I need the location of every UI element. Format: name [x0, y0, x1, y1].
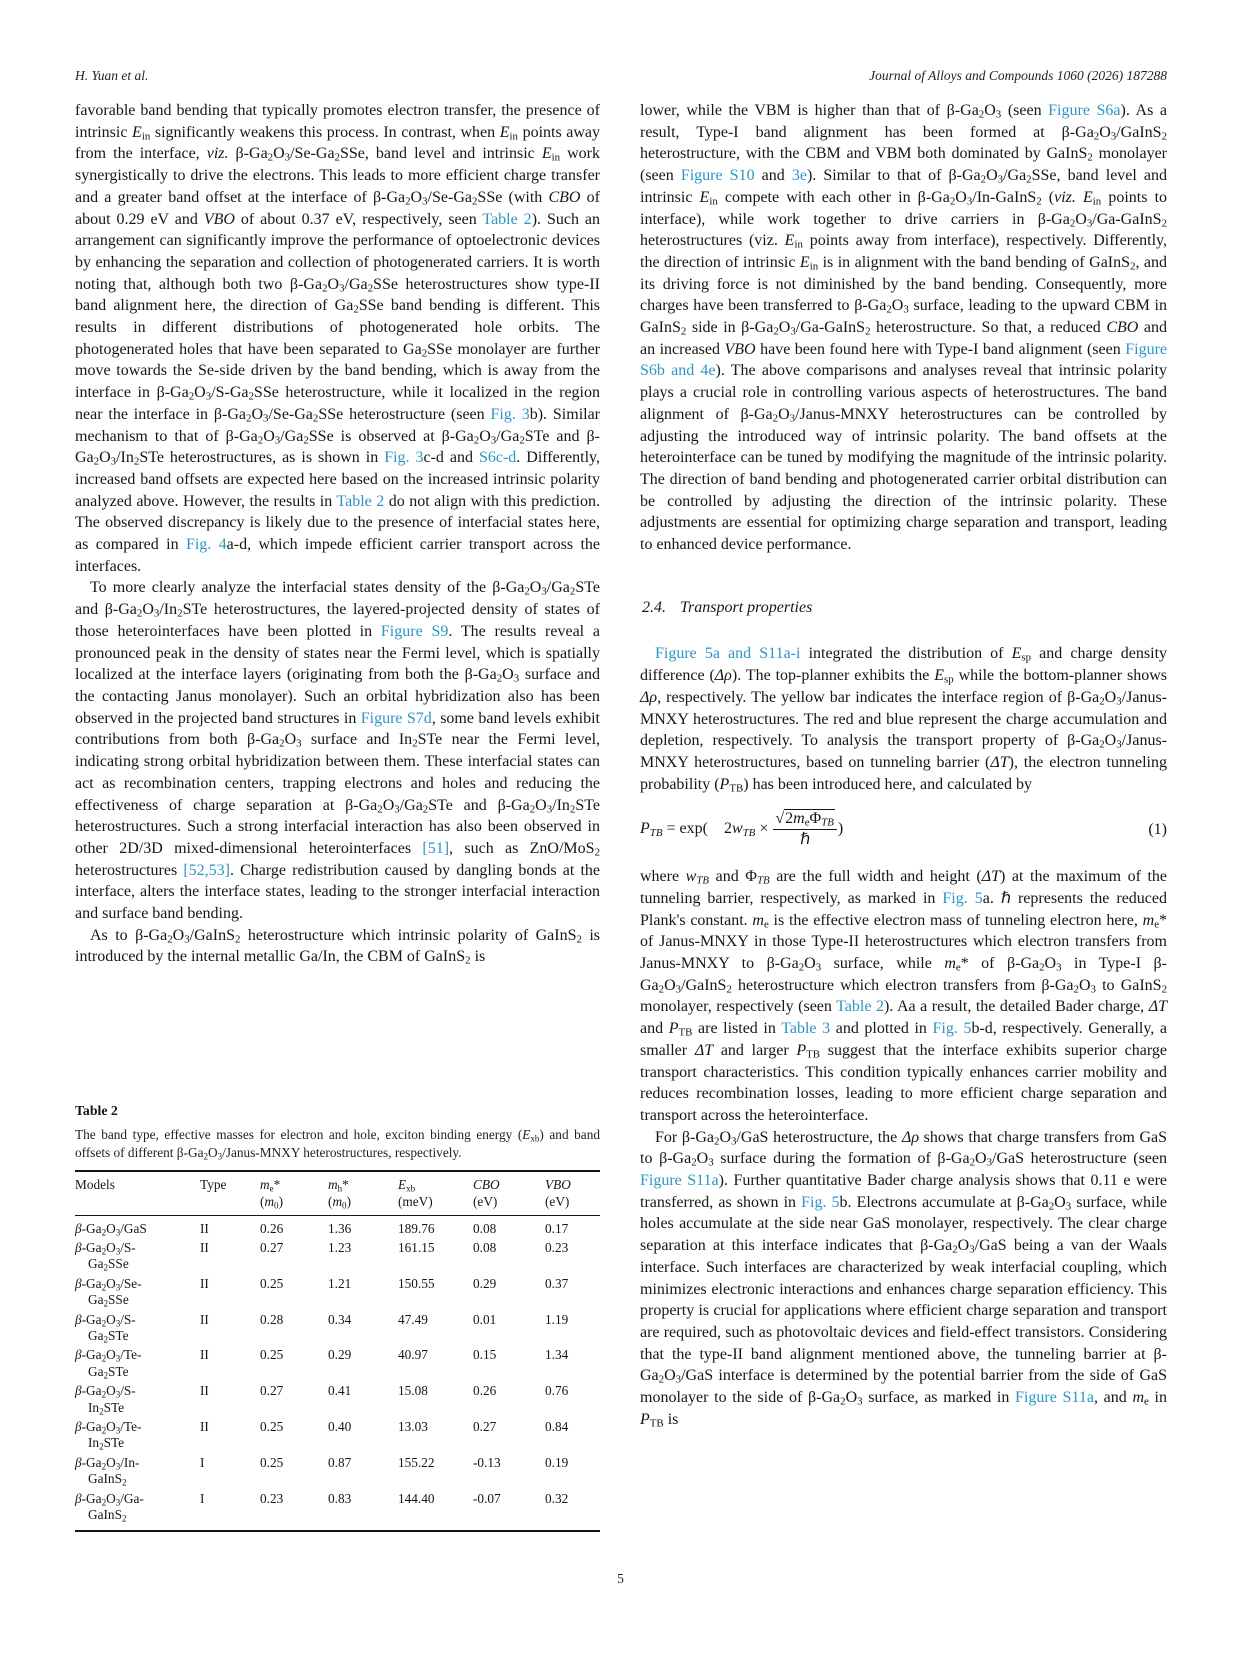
cell-cbo: 0.01: [473, 1311, 497, 1327]
cell-cbo: -0.13: [473, 1454, 501, 1470]
cell-vbo: 0.84: [545, 1419, 569, 1435]
paragraph: Figure 5a and S11a-i integrated the distribution of $E_{sp}$ and charge density difference (Δρ). The top-planner exhibits the $E_{sp}$ while the bottom-planner shows Δρ, respectively. The yellow bar indicates the interface region of $\beta-Ga_2O_3/Janus$-MNXY heterostructures. The red and blue represent the charge accumulation and depletion, respectively. To analysis the transport property of $\beta-Ga_2O_3/Janus$-MNXY heterostructures, based on tunneling barrier (ΔT), the electron tunneling probability $(P_{TB})$ has been introduced here, and calculated by: [640, 645, 1168, 795]
cell-vbo: 1.34: [545, 1347, 569, 1363]
cell-me: 0.25: [260, 1347, 284, 1363]
column-header-cbo: CBO (eV): [473, 1171, 545, 1215]
table-label: Table 2: [75, 1103, 118, 1118]
cell-model: $\beta-Ga_2O_3/Te-$ $Ga_2STe$: [75, 1347, 142, 1381]
table-row: [75, 1239, 600, 1275]
cell-model: $\beta-Ga_2O_3/Se-$ $Ga_2SSe$: [75, 1275, 142, 1309]
cell-exb: 155.22: [398, 1454, 435, 1470]
cell-model: $\beta-Ga_2O_3/S-$ $In_2STe$: [75, 1383, 136, 1416]
citation-link[interactable]: Fig. 5: [801, 1193, 840, 1211]
cell-vbo: 0.32: [545, 1490, 569, 1506]
cell-vbo: 0.76: [545, 1383, 569, 1399]
section-title: Transport properties: [680, 598, 813, 616]
citation-link[interactable]: Table 2: [836, 998, 884, 1016]
table-header-row: [75, 1171, 600, 1215]
cell-exb: 161.15: [398, 1240, 435, 1255]
paragraph: lower, while the VBM is higher than that of $\beta-Ga_2O_3$ (seen Figure S6a). As a result, Type-I band alignment has been formed at $\beta-Ga_2O_3/GaInS_2$ heterostructure, with the CBM and VBM both dominated by GaInS$_2$ monolayer (seen Figure S10 and 3e). Similar to that of $\beta-Ga_2O_3/Ga_2SSe$, band level and intrinsic $E_{in}$ compete with each other in $\beta-Ga_2O_3/In-GaInS_2$ (viz. $E_{in}$ points to interface), while work together to drive carriers in $\beta-Ga_2O_3/Ga-GaInS_2$ heterostructures (viz. $E_{in}$ points away from interface), respectively. Differently, the direction of intrinsic $E_{in}$ is in alignment with the band bending of GaInS$_2$, and its driving force is not diminished by the band bending. Consequently, more charges have been transferred to $\beta-Ga_2O_3$ surface, leading to the upward CBM in GaInS$_2$ side in $\beta-Ga_2O_3/Ga-GaInS_2$ heterostructure. So that, a reduced CBO and an increased VBO have been found here with Type-I band alignment (seen Figure S6b and 4e). The above comparisons and analyses reveal that intrinsic polarity plays a crucial role in controlling various aspects of heterostructures. The band alignment of $\beta-Ga_2O_3/Janus$-MNXY heterostructures can be controlled by adjusting the introduced way of intrinsic polarity. The band offsets at the heterointerface can be tuned by modifying the magnitude of the intrinsic polarity. The direction of band bending and photogenerated carrier orbital distribution can be controlled by adjusting the direction of the intrinsic polarity. These adjustments are essential for optimizing charge separation and transport, leading to enhanced device performance.: [640, 102, 1168, 554]
citation-link[interactable]: [51]: [422, 839, 450, 857]
cell-mh: 0.40: [328, 1419, 352, 1435]
paragraph: For $\beta-Ga_2O_3$/GaS heterostructure, the Δρ shows that charge transfers from GaS to $\beta-Ga_2O_3$ surface during the formation of $\beta-Ga_2O_3$/GaS heterostructure (seen Figure S11a). Further quantitative Bader charge analysis shows that 0.11 e were transferred, as shown in Fig. 5b. Electrons accumulate at $\beta-Ga_2O_3$ surface, while holes accumulate at the side near GaS monolayer, respectively. The clear charge separation at this interface indicates that $\beta-Ga_2O_3$/GaS being a van der Waals interface. Such interfaces are characterized by weak interfacial coupling, which minimizes electronic interactions and enhances charge separation efficiency. This property is crucial for applications where efficient charge separation and transport are required, such as photovoltaic devices and field-effect transistors. Considering that the type-II band alignment mentioned above, the tunneling barrier at $\beta-Ga_2O_3$/GaS interface is determined by the potential barrier from the side of GaS monolayer to the side of $\beta-Ga_2O_3$ surface, as marked in Figure S11a, and $m_e$ in $P_{TB}$ is: [640, 1128, 1168, 1430]
cell-mh: 1.36: [328, 1220, 352, 1236]
cell-type: II: [200, 1383, 209, 1399]
cell-cbo: 0.08: [473, 1220, 497, 1236]
cell-exb: 47.49: [398, 1311, 428, 1327]
citation-link[interactable]: Table 2: [482, 210, 532, 228]
citation-link[interactable]: Figure S11a: [640, 1172, 719, 1190]
table-row: [75, 1274, 600, 1310]
cell-vbo: 0.37: [545, 1275, 569, 1291]
cell-me: 0.26: [260, 1220, 284, 1236]
cell-exb: 40.97: [398, 1347, 428, 1363]
cell-type: II: [200, 1347, 209, 1363]
citation-link[interactable]: Table 3: [781, 1020, 831, 1038]
table-2-block: [75, 1103, 600, 1532]
cell-mh: 0.83: [328, 1490, 352, 1506]
citation-link[interactable]: Fig. 5: [942, 889, 983, 907]
citation-link[interactable]: Table 2: [336, 492, 385, 510]
paragraph: favorable band bending that typically promotes electron transfer, the presence of intrinsic $E_{in}$ significantly weakens this process. In contrast, when $E_{in}$ points away from the interface, viz. $\beta-Ga_2O_3/Se-Ga_2SSe$, band level and intrinsic $E_{in}$ work synergistically to drive the electrons. This leads to more efficient charge transfer and a greater band offset at the interface of $\beta-Ga_2O_3/Se-Ga_2SSe$ (with CBO of about 0.29 eV and VBO of about 0.37 eV, respectively, seen Table 2). Such an arrangement can significantly improve the performance of optoelectronic devices by enhancing the separation and collection of photogenerated carriers. It is worth noting that, although both two $\beta-Ga_2O_3/Ga_2SSe$ heterostructures show type-II band alignment here, the direction of $Ga_2SSe$ band bending is different. This results in different distributions of photogenerated hole orbits. The photogenerated holes that have been separated to $Ga_2SSe$ monolayer are further move towards the Se-side driven by the band bending, which is away from the interface in $\beta-Ga_2O_3/S-Ga_2SSe$ heterostructure, while it localized in the region near the interface in $\beta-Ga_2O_3/Se-Ga_2SSe$ heterostructure (seen Fig. 3b). Similar mechanism to that of $\beta-Ga_2O_3/Ga_2SSe$ is observed at $\beta-Ga_2O_3/Ga_2STe$ and $\beta-Ga_2O_3/In_2STe$ heterostructures, as is shown in Fig. 3c-d and S6c-d. Differently, increased band offsets are expected here based on the increased intrinsic polarity analyzed above. However, the results in Table 2 do not align with this prediction. The observed discrepancy is likely due to the presence of interfacial states here, as compared in Fig. 4a-d, which impede efficient carrier transport across the interfaces.: [75, 102, 601, 575]
citation-link[interactable]: Fig. 3: [384, 449, 424, 467]
citation-link[interactable]: Figure S10: [680, 167, 755, 185]
cell-vbo: 1.19: [545, 1311, 569, 1327]
cell-cbo: -0.07: [473, 1490, 501, 1506]
cell-mh: 1.21: [328, 1275, 352, 1291]
citation-link[interactable]: 3e: [791, 167, 807, 185]
column-header-model: Models: [75, 1171, 200, 1215]
running-head-authors: H. Yuan et al.: [75, 68, 149, 83]
citation-link[interactable]: Figure 5a and S11a-i: [655, 645, 801, 663]
cell-exb: 144.40: [398, 1490, 435, 1506]
citation-link[interactable]: Fig. 5: [932, 1020, 972, 1038]
cell-model: $\beta-Ga_2O_3$/GaS: [75, 1220, 147, 1237]
cell-model: $\beta-Ga_2O_3/Te-$ $In_2STe$: [75, 1419, 142, 1452]
cell-cbo: 0.15: [473, 1347, 497, 1363]
table-2: [75, 1170, 600, 1531]
cell-type: II: [200, 1275, 209, 1291]
paragraph: where $w_{TB}$ and $\Phi_{TB}$ are the full width and height (ΔT) at the maximum of the tunneling barrier, respectively, as marked in Fig. 5a. ℏ represents the reduced Plank's constant. $m_e$ is the effective electron mass of tunneling electron here, $m_e*$ of Janus-MNXY in those Type-II heterostructures which electron transfers from Janus-MNXY to $\beta-Ga_2O_3$ surface, while $m_e*$ of $\beta-Ga_2O_3$ in Type-I $\beta-Ga_2O_3/GaInS_2$ heterostructure which electron transfers from $\beta-Ga_2O_3$ to GaInS$_2$ monolayer, respectively (seen Table 2). Aa a result, the detailed Bader charge, ΔT and $P_{TB}$ are listed in Table 3 and plotted in Fig. 5b-d, respectively. Generally, a smaller ΔT and larger $P_{TB}$ suggest that the interface exhibits superior charge transport characteristics. This condition typically enhances carrier mobility and reduces recombination losses, leading to more efficient charge separation and transport across the heterointerface.: [640, 868, 1168, 1124]
running-head-journal: Journal of Alloys and Compounds 1060 (2026) 187288: [869, 68, 1167, 83]
cell-exb: 189.76: [398, 1220, 435, 1236]
cell-me: 0.27: [260, 1240, 284, 1255]
paragraph: To more clearly analyze the interfacial states density of the $\beta-Ga_2O_3/Ga_2STe$ and $\beta-Ga_2O_3/In_2STe$ heterostructures, the layered-projected density of states of those heterointerfaces have been plotted in Figure S9. The results reveal a pronounced peak in the density of states near the Fermi level, which is spatially localized at the interface layers (originating from both the $\beta-Ga_2O_3$ surface and the contacting Janus monolayer). Such an orbital hybridization also has been observed in the projected band structures in Figure S7d, some band levels exhibit contributions from both $\beta-Ga_2O_3$ surface and $In_2STe$ near the Fermi level, indicating strong orbital hybridization between them. These interfacial states can act as recombination centers, trapping electrons and holes and reducing the effectiveness of charge separation at $\beta-Ga_2O_3/Ga_2STe$ and $\beta-Ga_2O_3/In_2STe$ heterostructures. Such a strong interfacial interaction has also been observed in other 2D/3D mixed-dimensional heterointerfaces [51], such as ZnO/MoS$_2$ heterostructures [52,53]. Charge redistribution caused by dangling bonds at the interface, alters the interface states, leading to the stronger interfacial interaction and surface band bending.: [75, 579, 601, 923]
citation-link[interactable]: Figure S11a: [1015, 1389, 1094, 1407]
cell-type: I: [200, 1490, 205, 1506]
equation-number: (1): [1148, 820, 1167, 838]
cell-me: 0.27: [260, 1383, 284, 1399]
right-column: [640, 100, 1167, 1430]
cell-me: 0.25: [260, 1275, 284, 1291]
table-row: [75, 1382, 600, 1418]
table-row: [75, 1215, 600, 1238]
citation-link[interactable]: Figure S6b and 4e: [640, 340, 1167, 380]
citation-link[interactable]: Figure S6a: [1048, 102, 1121, 119]
cell-type: II: [200, 1240, 209, 1255]
running-head: [75, 68, 1167, 84]
column-header-exb: $E_{xb}$ (meV): [398, 1171, 473, 1215]
section-heading: [642, 597, 1167, 619]
column-header-type: Type: [200, 1171, 260, 1215]
cell-model: $\beta-Ga_2O_3/S-$ $Ga_2STe$: [75, 1311, 136, 1345]
cell-exb: 15.08: [398, 1383, 428, 1399]
table-row: [75, 1310, 600, 1346]
column-header-me: $m_e*$ $(m_0)$: [260, 1171, 328, 1215]
equation-row: [640, 810, 1167, 849]
cell-cbo: 0.27: [473, 1419, 497, 1435]
cell-cbo: 0.26: [473, 1383, 497, 1399]
citation-link[interactable]: Figure S9: [380, 622, 449, 640]
left-column: [75, 100, 600, 968]
cell-type: II: [200, 1220, 209, 1236]
column-header-vbo: VBO (eV): [545, 1171, 600, 1215]
cell-mh: 0.87: [328, 1454, 352, 1470]
cell-type: II: [200, 1311, 209, 1327]
citation-link[interactable]: Figure S7d: [360, 709, 432, 727]
table-row: [75, 1453, 600, 1489]
citation-link[interactable]: [52,53]: [183, 861, 230, 879]
cell-type: I: [200, 1454, 205, 1470]
page-number: 5: [617, 1571, 624, 1586]
citation-link[interactable]: Fig. 3: [490, 405, 530, 423]
citation-link[interactable]: Fig. 4: [185, 536, 227, 554]
cell-exb: 150.55: [398, 1275, 435, 1291]
cell-type: II: [200, 1419, 209, 1435]
equation: $P_{TB} = \exp$( $2w_{TB}$ × $\frac{√2m_e\Phi_{TB}}{\text{ℏ}}$ ): [640, 810, 844, 849]
table-caption: The band type, effective masses for electron and hole, exciton binding energy $(E_{xb})$ and band offsets of different $\beta-Ga_2O_3/Janus$-MNXY heterostructures, respectively.: [75, 1127, 600, 1161]
cell-mh: 0.29: [328, 1347, 352, 1363]
cell-model: $\beta-Ga_2O_3/Ga-$ GaInS$_2$: [75, 1490, 144, 1524]
cell-me: 0.28: [260, 1311, 284, 1327]
table-row: [75, 1418, 600, 1454]
section-number: 2.4.: [642, 598, 666, 616]
cell-model: $\beta-Ga_2O_3/S-$ $Ga_2SSe$: [75, 1240, 136, 1273]
cell-cbo: 0.08: [473, 1240, 497, 1255]
cell-model: $\beta-Ga_2O_3/In-$ GaInS$_2$: [75, 1454, 140, 1488]
cell-cbo: 0.29: [473, 1275, 497, 1291]
table-row: [75, 1489, 600, 1530]
cell-mh: 0.41: [328, 1383, 352, 1399]
cell-mh: 0.34: [328, 1311, 352, 1327]
cell-vbo: 0.23: [545, 1240, 569, 1255]
cell-vbo: 0.19: [545, 1454, 569, 1470]
paragraph: As to $\beta-Ga_2O_3/GaInS_2$ heterostructure which intrinsic polarity of GaInS$_2$ is introduced by the internal metallic Ga/In, the CBM of GaInS$_2$ is: [75, 926, 601, 968]
cell-mh: 1.23: [328, 1240, 352, 1255]
cell-exb: 13.03: [398, 1419, 428, 1435]
citation-link[interactable]: S6c-d: [478, 449, 517, 467]
column-header-mh: $m_h*$ $(m_0)$: [328, 1171, 398, 1215]
table-row: [75, 1346, 600, 1382]
cell-me: 0.25: [260, 1454, 284, 1470]
cell-me: 0.23: [260, 1490, 284, 1506]
cell-vbo: 0.17: [545, 1220, 569, 1236]
cell-me: 0.25: [260, 1419, 284, 1435]
